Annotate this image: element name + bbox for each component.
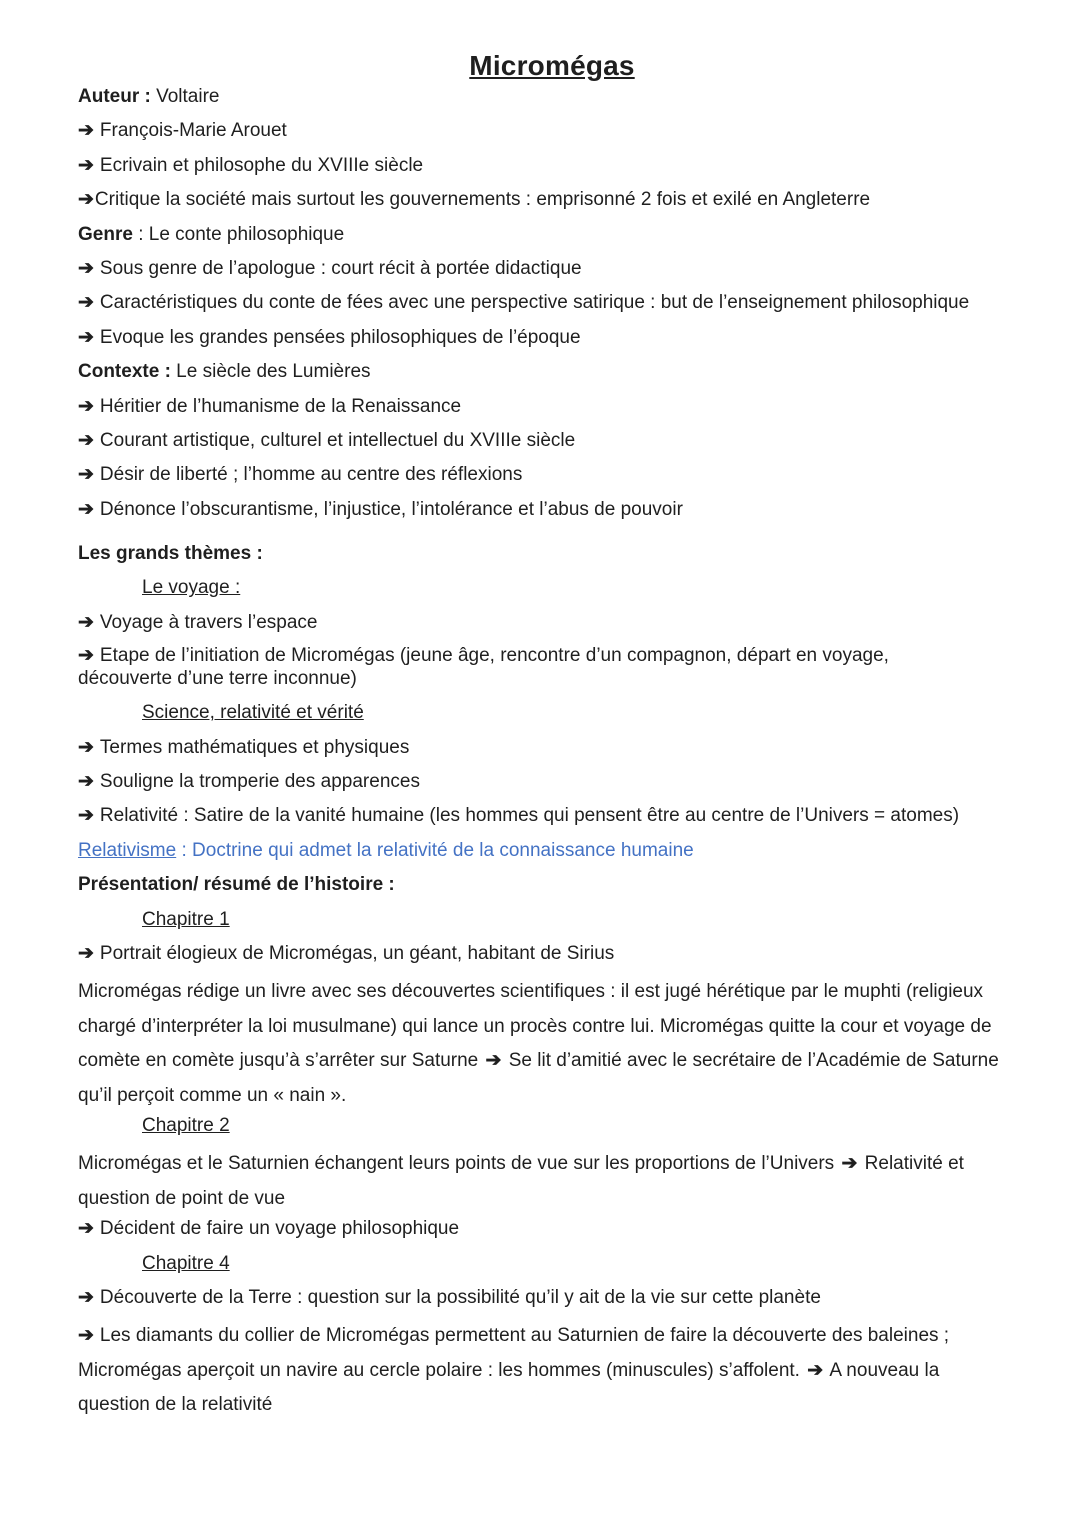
subsection-title: Chapitre 2 (142, 1115, 230, 1136)
arrow-icon: ➔ (78, 736, 94, 758)
list-item-text: Découverte de la Terre : question sur la possibilité qu’il y ait de la vie sur cette planète (99, 1286, 821, 1308)
list-item (78, 610, 1038, 644)
auteur-label: Auteur : (78, 86, 151, 107)
list-item (78, 428, 1038, 462)
subsection-voyage (78, 575, 1038, 609)
list-item-text: Evoque les grandes pensées philosophiques de l’époque (99, 326, 581, 348)
arrow-icon: ➔ (78, 257, 94, 279)
list-item (78, 325, 1038, 359)
page-title: Micromégas (469, 50, 635, 81)
list-item-text: Etape de l’initiation de Micromégas (jeune âge, rencontre d’un compagnon, départ en voyage, découverte d’une terre inconnue) (78, 645, 889, 690)
list-item-text: Voyage à travers l’espace (99, 611, 318, 633)
subsection-chapitre-2 (78, 1113, 1038, 1147)
arrow-icon: ➔ (78, 326, 94, 348)
arrow-icon: ➔ (78, 464, 94, 486)
subsection-science (78, 700, 1038, 734)
list-item-text: Critique la société mais surtout les gouvernements : emprisonné 2 fois et exilé en Angleterre (94, 189, 871, 211)
paragraph (78, 1147, 1023, 1216)
paragraph-text: Micromégas et le Saturnien échangent leurs points de vue sur les proportions de l’Univers (78, 1153, 835, 1175)
arrow-icon: ➔ (78, 771, 94, 793)
genre-value: : Le conte philosophique (132, 223, 345, 245)
list-item (78, 644, 958, 690)
subsection-chapitre-4 (78, 1251, 1038, 1285)
list-item (78, 941, 1038, 975)
arrow-icon: ➔ (78, 154, 94, 176)
arrow-icon: ➔ (78, 120, 94, 142)
contexte-value: Le siècle des Lumières (170, 361, 371, 383)
arrow-icon: ➔ (78, 1218, 94, 1240)
paragraph-text: Micromégas rédige un livre avec ses découvertes scientifiques : il est jugé hérétique par le muphti (religieux chargé d’interpréter la loi musulmane) qui lance un procès contre lui. Micromégas quitte la cour et voyage de comète en comète jusqu’à s’arrêter sur Saturne (78, 981, 992, 1072)
arrow-icon: ➔ (78, 942, 94, 964)
genre-line (78, 222, 1038, 256)
list-item (78, 394, 1038, 428)
arrow-icon: ➔ (78, 805, 94, 827)
list-item-text: Décident de faire un voyage philosophique (99, 1218, 460, 1240)
list-item (78, 1319, 1013, 1422)
definition-link[interactable]: Relativisme (78, 839, 177, 861)
arrow-icon: ➔ (78, 1325, 94, 1347)
list-item (78, 1216, 1038, 1250)
definition-line (78, 838, 1038, 872)
list-item (78, 803, 1038, 837)
arrow-icon: ➔ (78, 498, 94, 520)
list-item-text: Dénonce l’obscurantisme, l’injustice, l’intolérance et l’abus de pouvoir (99, 498, 683, 520)
contexte-label: Contexte : (78, 361, 171, 383)
list-item-text: A nouveau la question de la relativité (78, 1359, 940, 1416)
arrow-icon: ➔ (78, 292, 94, 314)
arrow-icon: ➔ (807, 1359, 824, 1381)
arrow-icon: ➔ (78, 189, 94, 211)
list-item-text: Les diamants du collier de Micromégas permettent au Saturnien de faire la découverte des baleines ; Micromégas aperçoit un navire au cercle polaire : les hommes (minuscules) s’affolent. (78, 1325, 950, 1381)
list-item (78, 256, 1038, 290)
paragraph (78, 975, 1033, 1113)
paragraph-text: Relativité et question de point de vue (78, 1153, 964, 1209)
arrow-icon: ➔ (78, 395, 94, 417)
list-item-text: Termes mathématiques et physiques (99, 736, 410, 758)
subsection-title: Science, relativité et vérité (142, 702, 364, 724)
list-item (78, 462, 1038, 496)
auteur-line (78, 84, 1038, 118)
list-item (78, 1285, 1038, 1319)
arrow-icon: ➔ (841, 1153, 858, 1175)
auteur-value: Voltaire (150, 86, 220, 107)
list-item (78, 118, 1038, 152)
list-item-text: Relativité : Satire de la vanité humaine (les hommes qui pensent être au centre de l’Univers = atomes) (99, 805, 960, 827)
list-item-text: Héritier de l’humanisme de la Renaissance (99, 395, 462, 417)
list-item (78, 497, 1038, 531)
genre-label: Genre (78, 223, 133, 245)
subsection-chapitre-1 (78, 907, 1038, 941)
arrow-icon: ➔ (78, 429, 94, 451)
arrow-icon: ➔ (78, 645, 94, 667)
list-item (78, 290, 1038, 324)
resume-heading: Présentation/ résumé de l’histoire : (78, 874, 395, 896)
subsection-title: Chapitre 1 (142, 908, 230, 930)
list-item (78, 735, 1038, 769)
paragraph-text: Se lit d’amitié avec le secrétaire de l’Académie de Saturne qu’il perçoit comme un « nain ». (78, 1050, 999, 1106)
arrow-icon: ➔ (485, 1050, 502, 1072)
list-item-text: Ecrivain et philosophe du XVIIIe siècle (99, 154, 424, 176)
list-item-text: François-Marie Arouet (99, 120, 287, 142)
arrow-icon: ➔ (78, 611, 94, 633)
list-item-text: Souligne la tromperie des apparences (99, 771, 420, 793)
list-item (78, 187, 1038, 221)
subsection-title: Le voyage : (142, 577, 241, 599)
list-item-text: Portrait élogieux de Micromégas, un géant, habitant de Sirius (99, 942, 615, 964)
list-item-text: Caractéristiques du conte de fées avec une perspective satirique : but de l’enseignement philosophique (99, 292, 970, 314)
document-body (78, 84, 1038, 1423)
list-item (78, 153, 1038, 187)
arrow-icon: ➔ (78, 1286, 94, 1308)
themes-heading: Les grands thèmes : (78, 543, 263, 565)
list-item-text: Courant artistique, culturel et intellectuel du XVIIIe siècle (99, 429, 576, 451)
list-item-text: Désir de liberté ; l’homme au centre des réflexions (99, 464, 523, 486)
list-item (78, 769, 1038, 803)
definition-text: : Doctrine qui admet la relativité de la connaissance humaine (176, 839, 694, 861)
contexte-line (78, 359, 1038, 393)
subsection-title: Chapitre 4 (142, 1252, 230, 1274)
list-item-text: Sous genre de l’apologue : court récit à portée didactique (99, 257, 582, 279)
